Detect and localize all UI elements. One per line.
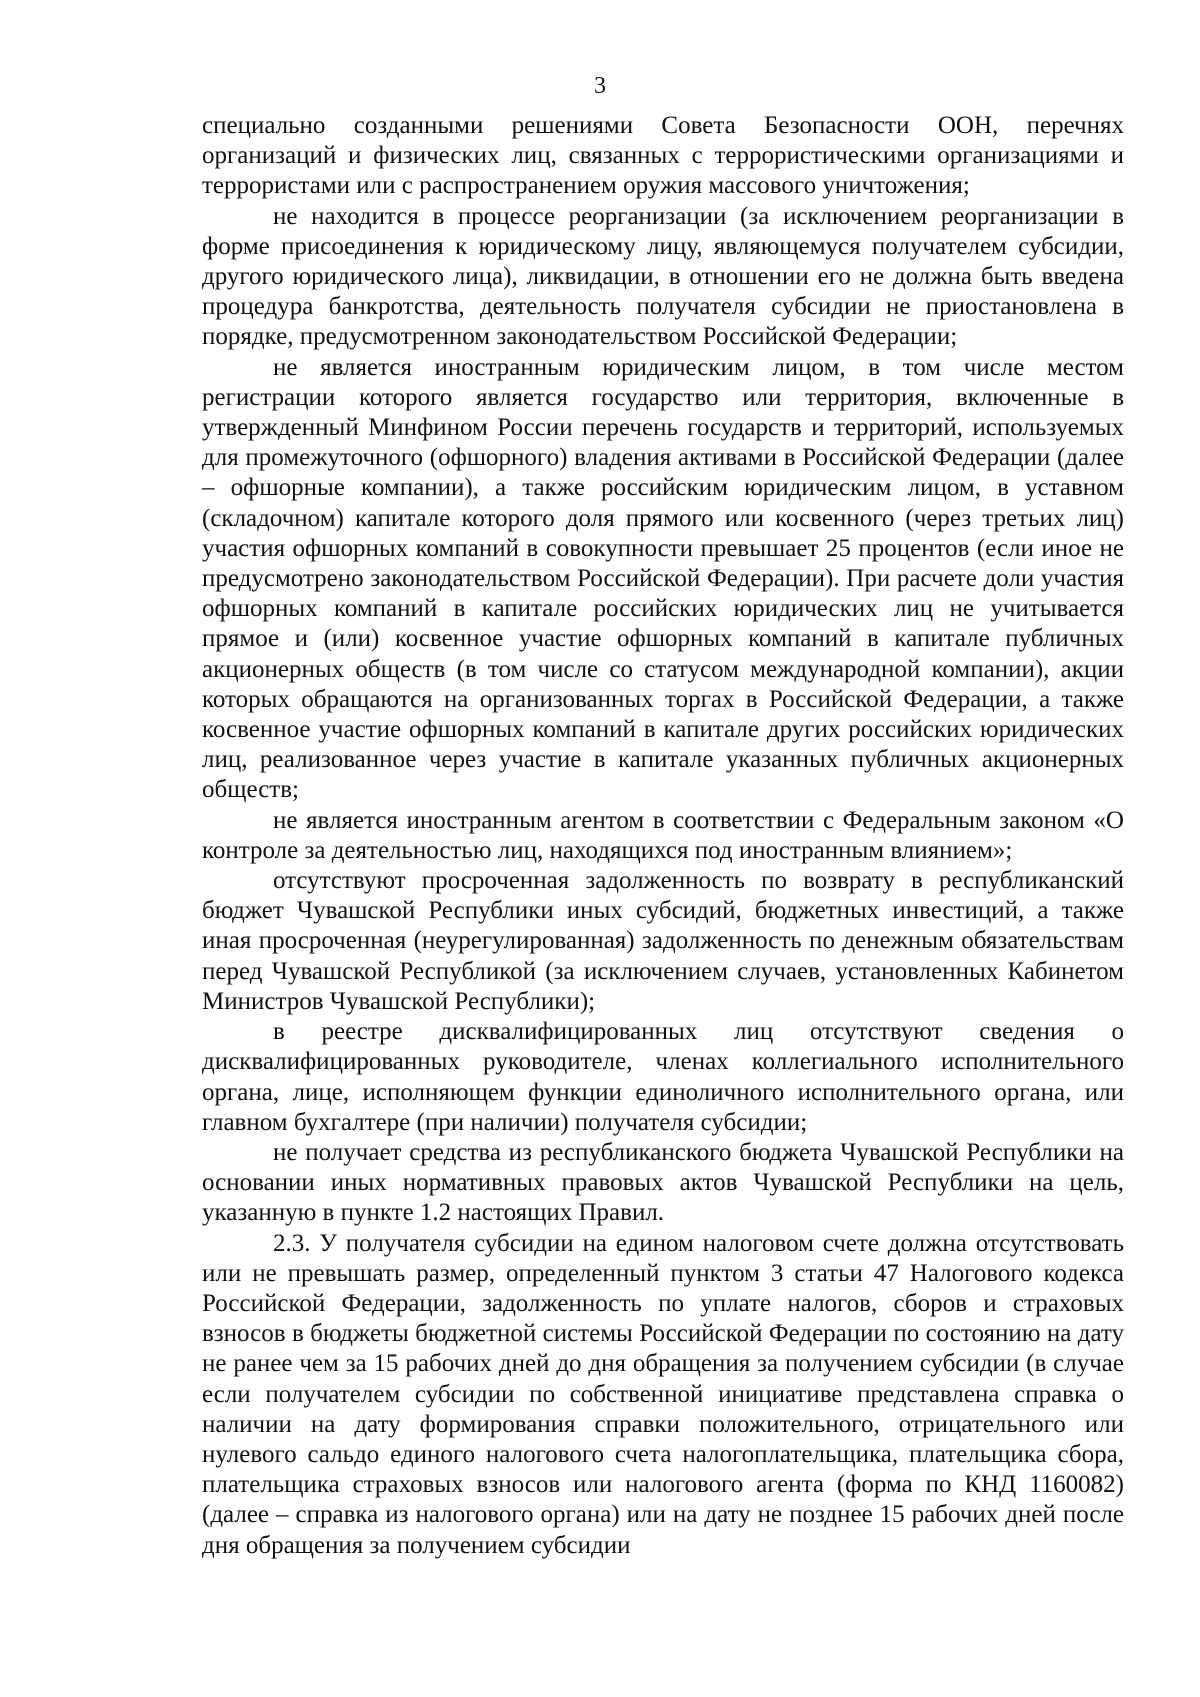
paragraph: в реестре дисквалифицированных лиц отсутствуют сведения о дисквалифицированных руководителе, членах коллегиального исполнительного органа, лице, исполняющем функции единоличного исполнительного органа, или главном бухгалтере (при наличии) получателя субсидии;: [202, 1018, 1124, 1136]
paragraph: специально созданными решениями Совета Безопасности ООН, перечнях организаций и физических лиц, связанных с террористическими организациями и террористами или с распространением оружия массового уничтожения;: [202, 112, 1124, 200]
paragraph: не получает средства из республиканского бюджета Чувашской Республики на основании иных нормативных правовых актов Чувашской Республики на цель, указанную в пункте 1.2 настоящих Правил.: [202, 1138, 1124, 1227]
page-number: 3: [594, 73, 606, 99]
document-body: [202, 111, 1124, 1561]
paragraph: 2.3. У получателя субсидии на едином налоговом счете должна отсутствовать или не превышать размер, определенный пунктом 3 статьи 47 Налогового кодекса Российской Федерации, задолженность по уплате налогов, сборов и страховых взносов в бюджеты бюджетной системы Российской Федерации по состоянию на дату не ранее чем за 15 рабочих дней до дня обращения за получением субсидии (в случае если получателем субсидии по собственной инициативе представлена справка о наличии на дату формирования справки положительного, отрицательного или нулевого сальдо единого налогового счета налогоплательщика, плательщика сбора, плательщика страховых взносов или налогового агента (форма по КНД 1160082) (далее – справка из налогового органа) или на дату не позднее 15 рабочих дней после дня обращения за получением субсидии: [202, 1229, 1124, 1559]
paragraph: не является иностранным юридическим лицом, в том числе местом регистрации которого является государство или территория, включенные в утвержденный Минфином России перечень государств и территорий, используемых для промежуточного (офшорного) владения активами в Российской Федерации (далее – офшорные компании), а также российским юридическим лицом, в уставном (складочном) капитале которого доля прямого или косвенного (через третьих лиц) участия офшорных компаний в совокупности превышает 25 процентов (если иное не предусмотрено законодательством Российской Федерации). При расчете доли участия офшорных компаний в капитале российских юридических лиц не учитывается прямое и (или) косвенное участие офшорных компаний в капитале публичных акционерных обществ (в том числе со статусом международной компании), акции которых обращаются на организованных торгах в Российской Федерации, а также косвенное участие офшорных компаний в капитале других российских юридических лиц, реализованное через участие в капитале указанных публичных акционерных обществ;: [202, 353, 1124, 804]
paragraph: не является иностранным агентом в соответствии с Федеральным законом «О контроле за деятельностью лиц, находящихся под иностранным влиянием»;: [202, 806, 1124, 864]
paragraph: отсутствуют просроченная задолженность по возврату в республиканский бюджет Чувашской Республики иных субсидий, бюджетных инвестиций, а также иная просроченная (неурегулированная) задолженность по денежным обязательствам перед Чувашской Республикой (за исключением случаев, установленных Кабинетом Министров Чувашской Республики);: [202, 867, 1124, 1015]
paragraph: не находится в процессе реорганизации (за исключением реорганизации в форме присоединения к юридическому лицу, являющемуся получателем субсидии, другого юридического лица), ликвидации, в отношении его не должна быть введена процедура банкротства, деятельность получателя субсидии не приостановлена в порядке, предусмотренном законодательством Российской Федерации;: [202, 202, 1124, 351]
